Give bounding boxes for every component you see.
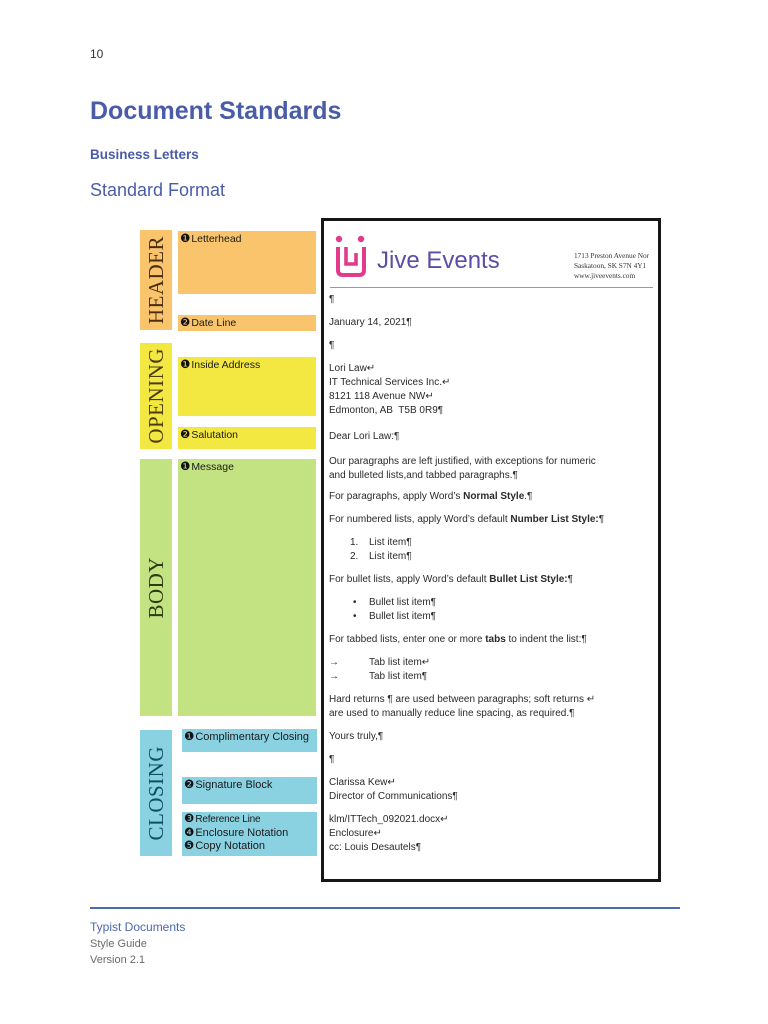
signature-block-label: Signature Block <box>195 779 273 791</box>
list-item <box>329 656 655 670</box>
logo-outer-shape <box>338 247 364 275</box>
number-badge: ❶ <box>180 231 191 245</box>
tab-arrow-icon: → <box>329 671 339 682</box>
signature-block-paragraph <box>329 776 655 804</box>
normal-style-paragraph <box>329 490 655 504</box>
notations-part <box>182 812 317 856</box>
paragraph-mark: ¶ <box>329 294 335 305</box>
reference-line: klm/ITTech_092021.docx↵ <box>329 814 449 825</box>
complimentary-closing-part <box>182 729 317 752</box>
number-badge: ❷ <box>180 427 191 441</box>
numbered-list <box>329 536 655 564</box>
salutation-part <box>178 427 316 449</box>
list-number: 2. <box>350 551 359 562</box>
number-badge: ❶ <box>180 459 191 473</box>
tab-style-paragraph <box>329 633 655 647</box>
number-badge: ❺ <box>184 838 195 852</box>
list-item-text: List item¶ <box>369 551 412 562</box>
tab-arrow-icon: → <box>329 657 339 668</box>
inside-address-label: Inside Address <box>191 359 261 371</box>
list-number: 1. <box>350 537 359 548</box>
page-number: 10 <box>90 47 104 61</box>
page-subtitle: Business Letters <box>90 147 199 162</box>
logo-dot-right <box>358 236 364 242</box>
section-heading: Standard Format <box>90 180 226 200</box>
list-item-text: List item¶ <box>369 537 412 548</box>
message-part <box>178 459 316 716</box>
signer-title: Director of Communications¶ <box>329 791 458 802</box>
tab-style-end: to indent the list:¶ <box>505 634 587 645</box>
reference-line-label: Reference Line <box>195 814 261 825</box>
number-style-end: ¶ <box>598 514 605 525</box>
date-line-label: Date Line <box>191 317 237 329</box>
header-section-band <box>140 230 172 330</box>
number-style-name: Number List Style: <box>510 514 599 525</box>
list-item-text: Bullet list item¶ <box>369 597 437 608</box>
letter-body <box>329 293 655 864</box>
footer-divider <box>90 907 680 909</box>
enclosure-notation: Enclosure↵ <box>329 828 382 839</box>
list-item-text: Tab list item↵ <box>369 657 431 668</box>
bullet-style-text: For bullet lists, apply Word’s default <box>329 574 490 585</box>
letterhead-part <box>178 231 316 294</box>
jive-events-logo-icon <box>333 233 369 279</box>
message-intro-line: and bulleted lists,and tabbed paragraphs.¶ <box>329 470 518 481</box>
number-badge: ❶ <box>184 729 195 743</box>
company-name: Jive Events <box>377 247 500 274</box>
notations-paragraph <box>329 813 655 855</box>
signature-block-part <box>182 777 317 804</box>
complimentary-closing-label: Complimentary Closing <box>195 731 310 743</box>
number-style-paragraph <box>329 513 655 527</box>
recipient-city: Edmonton, AB T5B 0R9¶ <box>329 405 444 416</box>
tab-list <box>329 656 655 684</box>
bullet-style-name: Bullet List Style: <box>489 574 568 585</box>
normal-style-end: .¶ <box>524 491 533 502</box>
number-badge: ❹ <box>184 824 195 839</box>
letter-salutation: Dear Lori Law:¶ <box>329 431 400 442</box>
enclosure-notation-label: Enclosure Notation <box>195 826 289 839</box>
footer-title: Typist Documents <box>90 920 186 934</box>
signer-name: Clarissa Kew↵ <box>329 777 396 788</box>
list-item-text: Bullet list item¶ <box>369 611 437 622</box>
footer-guide-name: Style Guide <box>90 938 147 950</box>
sample-letter-panel <box>321 218 661 882</box>
list-item <box>329 610 655 624</box>
bullet-style-end: ¶ <box>567 574 573 585</box>
paragraph-mark: ¶ <box>329 754 335 765</box>
copy-notation-row <box>182 839 317 853</box>
tab-style-text: For tabbed lists, enter one or more <box>329 634 486 645</box>
salutation-label: Salutation <box>191 429 239 441</box>
number-badge: ❷ <box>180 315 191 329</box>
closing-section-band <box>140 730 172 856</box>
letterhead-label: Letterhead <box>191 233 242 245</box>
letterhead-divider <box>330 287 653 288</box>
returns-note-line: Hard returns ¶ are used between paragraphs; soft returns ↵ <box>329 694 596 705</box>
message-intro-paragraph <box>329 455 655 483</box>
copy-notation-label: Copy Notation <box>195 840 266 852</box>
number-badge: ❶ <box>180 357 191 371</box>
returns-note-line: are used to manually reduce line spacing, as required.¶ <box>329 708 575 719</box>
body-section-label: BODY <box>143 556 168 619</box>
inside-address-part <box>178 357 316 416</box>
salutation-paragraph <box>329 430 655 444</box>
blank-paragraph <box>329 293 655 307</box>
number-badge: ❸ <box>184 811 195 825</box>
returns-note-paragraph <box>329 693 655 721</box>
logo-inner-shape <box>346 247 356 264</box>
complimentary-closing: Yours truly,¶ <box>329 731 384 742</box>
inside-address-paragraph <box>329 362 655 418</box>
date-paragraph <box>329 316 655 330</box>
list-item <box>329 670 655 684</box>
message-intro-line: Our paragraphs are left justified, with exceptions for numeric <box>329 456 596 467</box>
bullet-list <box>329 596 655 624</box>
number-badge: ❷ <box>184 777 195 791</box>
number-style-text: For numbered lists, apply Word’s default <box>329 514 511 525</box>
list-item <box>329 596 655 610</box>
company-street: 1713 Preston Avenue Nor <box>574 251 650 260</box>
header-section-label: HEADER <box>143 235 168 325</box>
page-title: Document Standards <box>90 97 342 125</box>
enclosure-notation-row <box>182 826 317 840</box>
bullet-style-paragraph <box>329 573 655 587</box>
list-item-text: Tab list item¶ <box>369 671 428 682</box>
list-item <box>329 550 655 564</box>
opening-section-label: OPENING <box>143 348 168 444</box>
bullet-icon: • <box>353 597 357 608</box>
letter-date: January 14, 2021¶ <box>329 317 412 328</box>
bullet-icon: • <box>353 611 357 622</box>
tab-style-name: tabs <box>485 634 506 645</box>
complimentary-closing-paragraph <box>329 730 655 744</box>
paragraph-mark: ¶ <box>329 340 335 351</box>
recipient-name: Lori Law↵ <box>329 363 376 374</box>
copy-notation: cc: Louis Desautels¶ <box>329 842 422 853</box>
closing-section-label: CLOSING <box>143 745 168 841</box>
reference-line-row <box>182 812 317 826</box>
blank-paragraph <box>329 753 655 767</box>
date-line-part <box>178 315 316 331</box>
message-label: Message <box>191 461 234 473</box>
opening-section-band <box>140 343 172 449</box>
normal-style-text: For paragraphs, apply Word’s <box>329 491 464 502</box>
normal-style-name: Normal Style <box>463 491 525 502</box>
company-website: www.jiveevents.com <box>574 271 636 280</box>
company-city: Saskatoon, SK S7N 4Y1 <box>574 261 647 270</box>
footer-version: Version 2.1 <box>90 954 146 966</box>
body-section-band <box>140 459 172 716</box>
company-address <box>574 251 649 281</box>
blank-paragraph <box>329 339 655 353</box>
logo-dot-left <box>336 236 342 242</box>
list-item <box>329 536 655 550</box>
recipient-company: IT Technical Services Inc.↵ <box>329 377 451 388</box>
recipient-street: 8121 118 Avenue NW↵ <box>329 391 434 402</box>
